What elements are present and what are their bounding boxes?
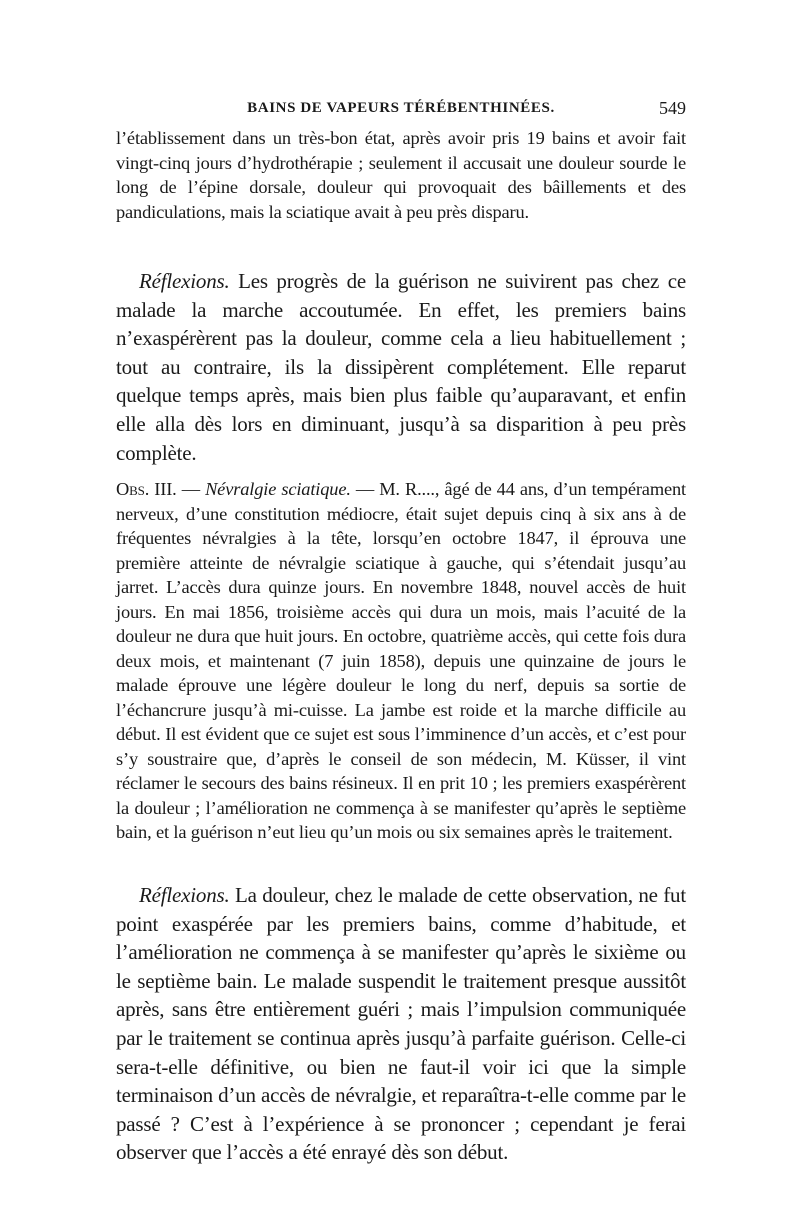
paragraph-observation-3: [116, 477, 686, 845]
reflexions-label: Réflexions.: [139, 883, 230, 907]
paragraph-reflexions-1: [116, 267, 686, 467]
paragraph-text: l’établissement dans un très-bon état, après avoir pris 19 bains et avoir fait vingt-cinq jours d’hydrothérapie ; seulement il accusait une douleur sourde le long de l’épine dorsale, douleur qui provoquait des bâillements et des pandiculations, mais la sciatique avait à peu près disparu.: [116, 128, 686, 222]
paragraph-text: — M. R...., âgé de 44 ans, d’un tempérament nerveux, d’une constitution médiocre, était sujet depuis cinq à six ans à de fréquentes névralgies à la tête, lorsqu’en octobre 1847, il éprouva une première atteinte de névralgie sciatique à gauche, qui s’étendait jusqu’au jarret. L’accès dura quinze jours. En novembre 1848, nouvel accès de huit jours. En mai 1856, troisième accès qui dura un mois, mais l’acuité de la douleur ne dura que huit jours. En octobre, quatrième accès, qui cette fois dura deux mois, et maintenant (7 juin 1858), depuis une quinzaine de jours le malade éprouve une légère douleur le long du nerf, depuis sa sortie de l’échancrure jusqu’à mi-cuisse. La jambe est roide et la marche difficile au début. Il est évident que ce sujet est sous l’imminence d’un accès, et c’est pour s’y soustraire que, d’après le conseil de son médecin, M. Küsser, il vint réclamer le secours des bains résineux. Il en prit 10 ; les premiers exaspérèrent la douleur ; l’amélioration ne commença à se manifester qu’après le septième bain, et la guérison n’eut lieu qu’un mois ou six semaines après le traitement.: [116, 479, 686, 842]
paragraph-text: La douleur, chez le malade de cette observation, ne fut point exaspérée par les premiers bains, comme d’habitude, et l’amélioration ne commença à se manifester qu’après le sixième ou le septième bain. Le malade suspendit le traitement presque aussitôt après, sans être entièrement guéri ; mais l’impulsion communiquée par le traitement se continua après jusqu’à parfaite guérison. Celle-ci sera-t-elle définitive, ou bien ne faut-il voir ici que la simple terminaison d’un accès de névralgie, et reparaîtra-t-elle comme par le passé ? C’est à l’expérience à se prononcer ; cependant je ferai observer que l’accès a été enrayé dès son début.: [116, 883, 686, 1165]
observation-title: Névralgie sciatique.: [205, 479, 351, 499]
paragraph-reflexions-2: [116, 881, 686, 1167]
observation-number: Obs. III.: [116, 479, 177, 499]
paragraph-text: Les progrès de la guérison ne suivirent pas chez ce malade la marche accoutumée. En effet, les premiers bains n’exaspérèrent pas la douleur, comme cela a lieu habituellement ; tout au contraire, ils la dissipèrent complétement. Elle reparut quelque temps après, mais bien plus faible qu’auparavant, et enfin elle alla dès lors en diminuant, jusqu’à sa disparition à peu près complète.: [116, 269, 686, 465]
paragraph-continuation: [116, 126, 686, 224]
running-head: BAINS DE VAPEURS TÉRÉBENTHINÉES.: [247, 100, 555, 116]
reflexions-label: Réflexions.: [139, 269, 230, 293]
observation-dash: —: [176, 479, 206, 499]
page-number: 549: [659, 98, 686, 118]
page-header: [116, 100, 686, 124]
